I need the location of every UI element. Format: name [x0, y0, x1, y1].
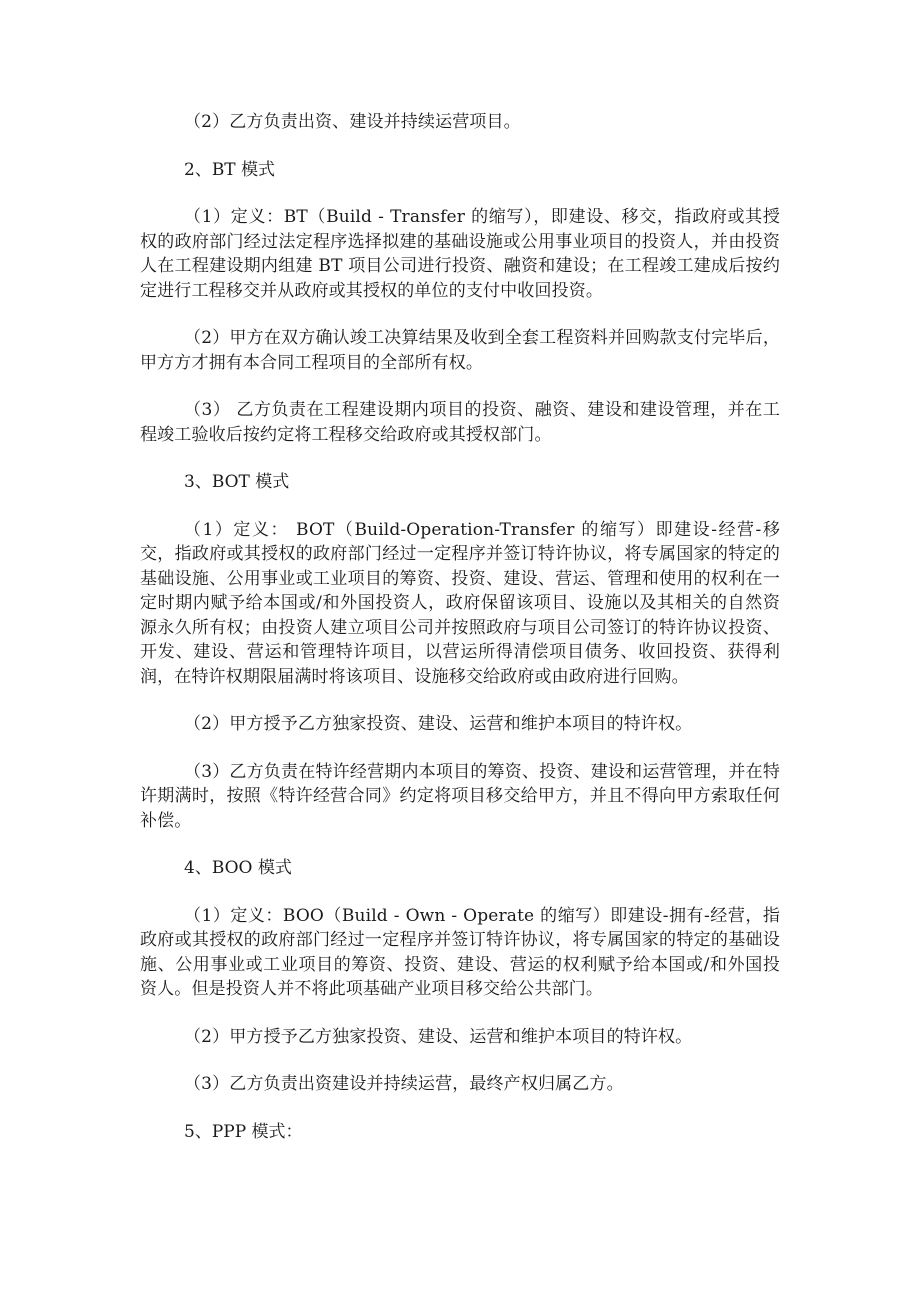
paragraph-bot-definition: （1）定义： BOT（Build-Operation-Transfer 的缩写）即建设-经营-移交，指政府或其授权的政府部门经过一定程序并签订特许协议，将专属国家的特定的基础设施、公用事业或工业项目的筹资、投资、建设、营运、管理和使用的权利在一定时期内赋予给本国或/和外国投资人，政府保留该项目、设施以及其相关的自然资源永久所有权；由投资人建立项目公司并按照政府与项目公司签订的特许协议投资、开发、建设、营运和管理特许项目，以营运所得清偿项目债务、收回投资、获得利润，在特许权期限届满时将该项目、设施移交给政府或由政府进行回购。	[140, 519, 780, 687]
paragraph-bt-responsibility: （3） 乙方负责在工程建设期内项目的投资、融资、建设和建设管理，并在工程竣工验收后按约定将工程移交给政府或其授权部门。	[140, 400, 780, 445]
paragraph-bot-franchise: （2）甲方授予乙方独家投资、建设、运营和维护本项目的特许权。	[184, 714, 693, 734]
paragraph-bt-definition: （1）定义：BT（Build - Transfer 的缩写），即建设、移交，指政府或其授权的政府部门经过法定程序选择拟建的基础设施或公用事业项目的投资人，并由投资人在工程建设期内组建 BT 项目公司进行投资、融资和建设；在工程竣工建成后按约定进行工程移交并从政府或其授权的单位的支付中收回投资。	[140, 207, 780, 301]
paragraph-bot-obligation: （2）乙方负责出资、建设并持续运营项目。	[184, 112, 521, 132]
document-body	[140, 110, 780, 1144]
paragraph-bt-ownership: （2）甲方在双方确认竣工决算结果及收到全套工程资料并回购款支付完毕后，甲方方才拥有本合同工程项目的全部所有权。	[140, 328, 780, 373]
section-heading-boo: 4、BOO 模式	[184, 858, 292, 878]
section-heading-bt: 2、BT 模式	[184, 159, 276, 180]
paragraph-boo-definition: （1）定义：BOO（Build - Own - Operate 的缩写）即建设-拥有-经营，指政府或其授权的政府部门经过一定程序并签订特许协议，将专属国家的特定的基础设施、公用事业或工业项目的筹资、投资、建设、营运的权利赋予给本国或/和外国投资人。但是投资人并不将此项基础产业项目移交给公共部门。	[140, 905, 780, 999]
paragraph-bot-responsibility: （3）乙方负责在特许经营期内本项目的筹资、投资、建设和运营管理，并在特许期满时，按照《特许经营合同》约定将项目移交给甲方，并且不得向甲方索取任何补偿。	[140, 761, 780, 831]
section-heading-ppp: 5、PPP 模式：	[184, 1121, 303, 1142]
section-heading-bot: 3、BOT 模式	[184, 472, 290, 492]
paragraph-boo-franchise: （2）甲方授予乙方独家投资、建设、运营和维护本项目的特许权。	[184, 1026, 693, 1047]
paragraph-boo-responsibility: （3）乙方负责出资建设并持续运营，最终产权归属乙方。	[184, 1074, 624, 1094]
